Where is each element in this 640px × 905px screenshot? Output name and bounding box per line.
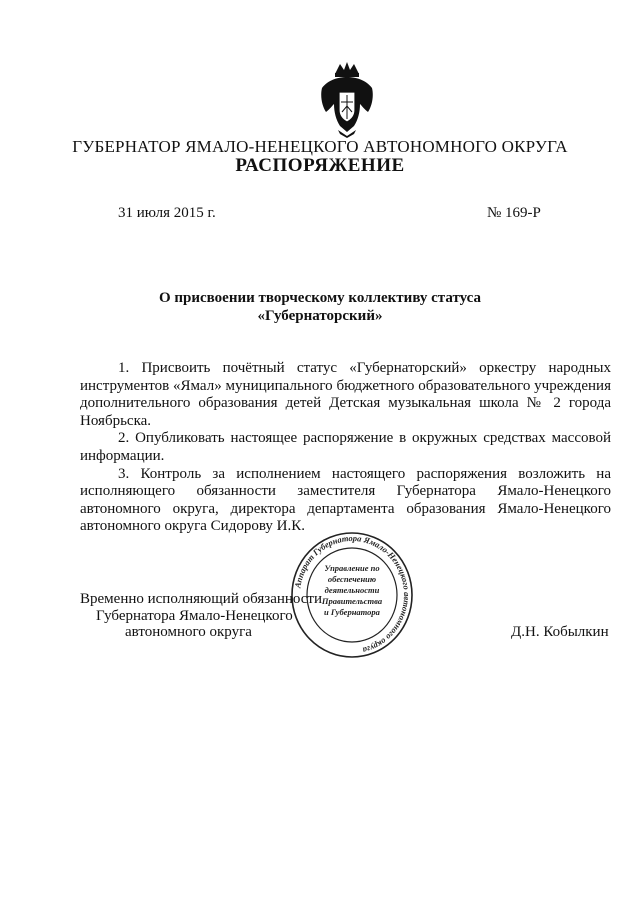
- stamp-center-text: [300, 563, 404, 618]
- stamp-ring-text: Аппарат Губернатора Ямало-Ненецкого автономного округа: [292, 532, 413, 656]
- paragraph-2: 2. Опубликовать настоящее распоряжение в окружных средствах массовой информации.: [80, 430, 611, 464]
- stamp-line-2: обеспечению: [327, 574, 377, 584]
- signatory-position-line2: Губернатора Ямало-Ненецкого: [96, 608, 293, 624]
- document-number: № 169-Р: [487, 205, 541, 221]
- document-body: [80, 360, 611, 536]
- stamp-line-4: Правительства: [321, 596, 383, 606]
- stamp-line-3: деятельности: [324, 585, 380, 595]
- signatory-name: Д.Н. Кобылкин: [511, 624, 609, 640]
- paragraph-1: 1. Присвоить почётный статус «Губернаторский» оркестру народных инструментов «Ямал» муниципального бюджетного образовательного учреждения дополнительного образования детей Детская музыкальная школа № 2 города Ноябрьска.: [80, 360, 611, 429]
- document-date: 31 июля 2015 г.: [118, 205, 216, 221]
- stamp-line-1: Управление по: [324, 563, 380, 573]
- paragraph-3: 3. Контроль за исполнением настоящего распоряжения возложить на исполняющего обязанности заместителя Губернатора Ямало-Ненецкого автономного округа, директора департамента образования Ямало-Ненецкого автономного округа Сидорову И.К.: [80, 465, 611, 535]
- stamp-line-5: и Губернатора: [324, 607, 380, 617]
- organization-title: ГУБЕРНАТОР ЯМАЛО-НЕНЕЦКОГО АВТОНОМНОГО ОКРУГА: [72, 137, 568, 156]
- document-subject-line1: О присвоении творческому коллективу статуса: [158, 290, 482, 306]
- signatory-position-line3: автономного округа: [125, 624, 252, 640]
- coat-of-arms-icon: [318, 62, 376, 138]
- document-type: РАСПОРЯЖЕНИЕ: [235, 155, 405, 176]
- document-subject-line2: «Губернаторский»: [257, 308, 383, 324]
- signatory-position-line1: Временно исполняющий обязанности: [80, 591, 323, 607]
